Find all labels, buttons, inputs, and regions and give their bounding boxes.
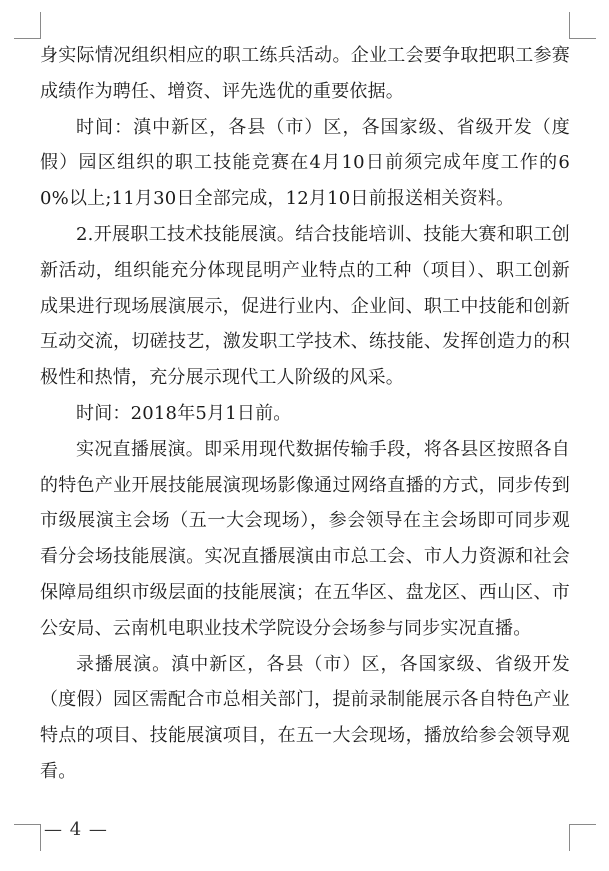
crop-mark-bottom-left	[14, 824, 41, 851]
crop-mark-top-right	[569, 12, 596, 39]
paragraph: 实况直播展演。即采用现代数据传输手段，将各县区按照各自的特色产业开展技能展演现场影像通过网络直播的方式，同步传到市级展演主会场（五一大会现场），参会领导在主会场即可同步观看分会场技能展演。实况直播展演由市总工会、市人力资源和社会保障局组织市级层面的技能展演；在五华区、盘龙区、西山区、市公安局、云南机电职业技术学院设分会场参与同步实况直播。	[40, 438, 570, 639]
document-body	[40, 38, 570, 790]
paragraph: 2.开展职工技术技能展演。结合技能培训、技能大赛和职工创新活动，组织能充分体现昆明产业特点的工种（项目）、职工创新成果进行现场展演展示，促进行业内、企业间、职工中技能和创新互动交流，切磋技艺，激发职工学技术、练技能、发挥创造力的积极性和热情，充分展示现代工人阶级的风采。	[40, 223, 570, 389]
crop-mark-bottom-right	[569, 824, 596, 851]
crop-mark-top-left	[14, 12, 41, 39]
paragraph: 身实际情况组织相应的职工练兵活动。企业工会要争取把职工参赛成绩作为聘任、增资、评先选优的重要依据。	[40, 45, 570, 102]
paragraph: 时间：滇中新区，各县（市）区，各国家级、省级开发（度假）园区组织的职工技能竞赛在4月10日前须完成年度工作的60%以上;11月30日全部完成，12月10日前报送相关资料。	[40, 116, 570, 210]
paragraph: 时间：2018年5月1日前。	[76, 402, 292, 424]
page-number: — 4 —	[44, 819, 108, 840]
paragraph: 录播展演。滇中新区，各县（市）区，各国家级、省级开发（度假）园区需配合市总相关部门，提前录制能展示各自特色产业特点的项目、技能展演项目，在五一大会现场，播放给参会领导观看。	[40, 653, 570, 782]
